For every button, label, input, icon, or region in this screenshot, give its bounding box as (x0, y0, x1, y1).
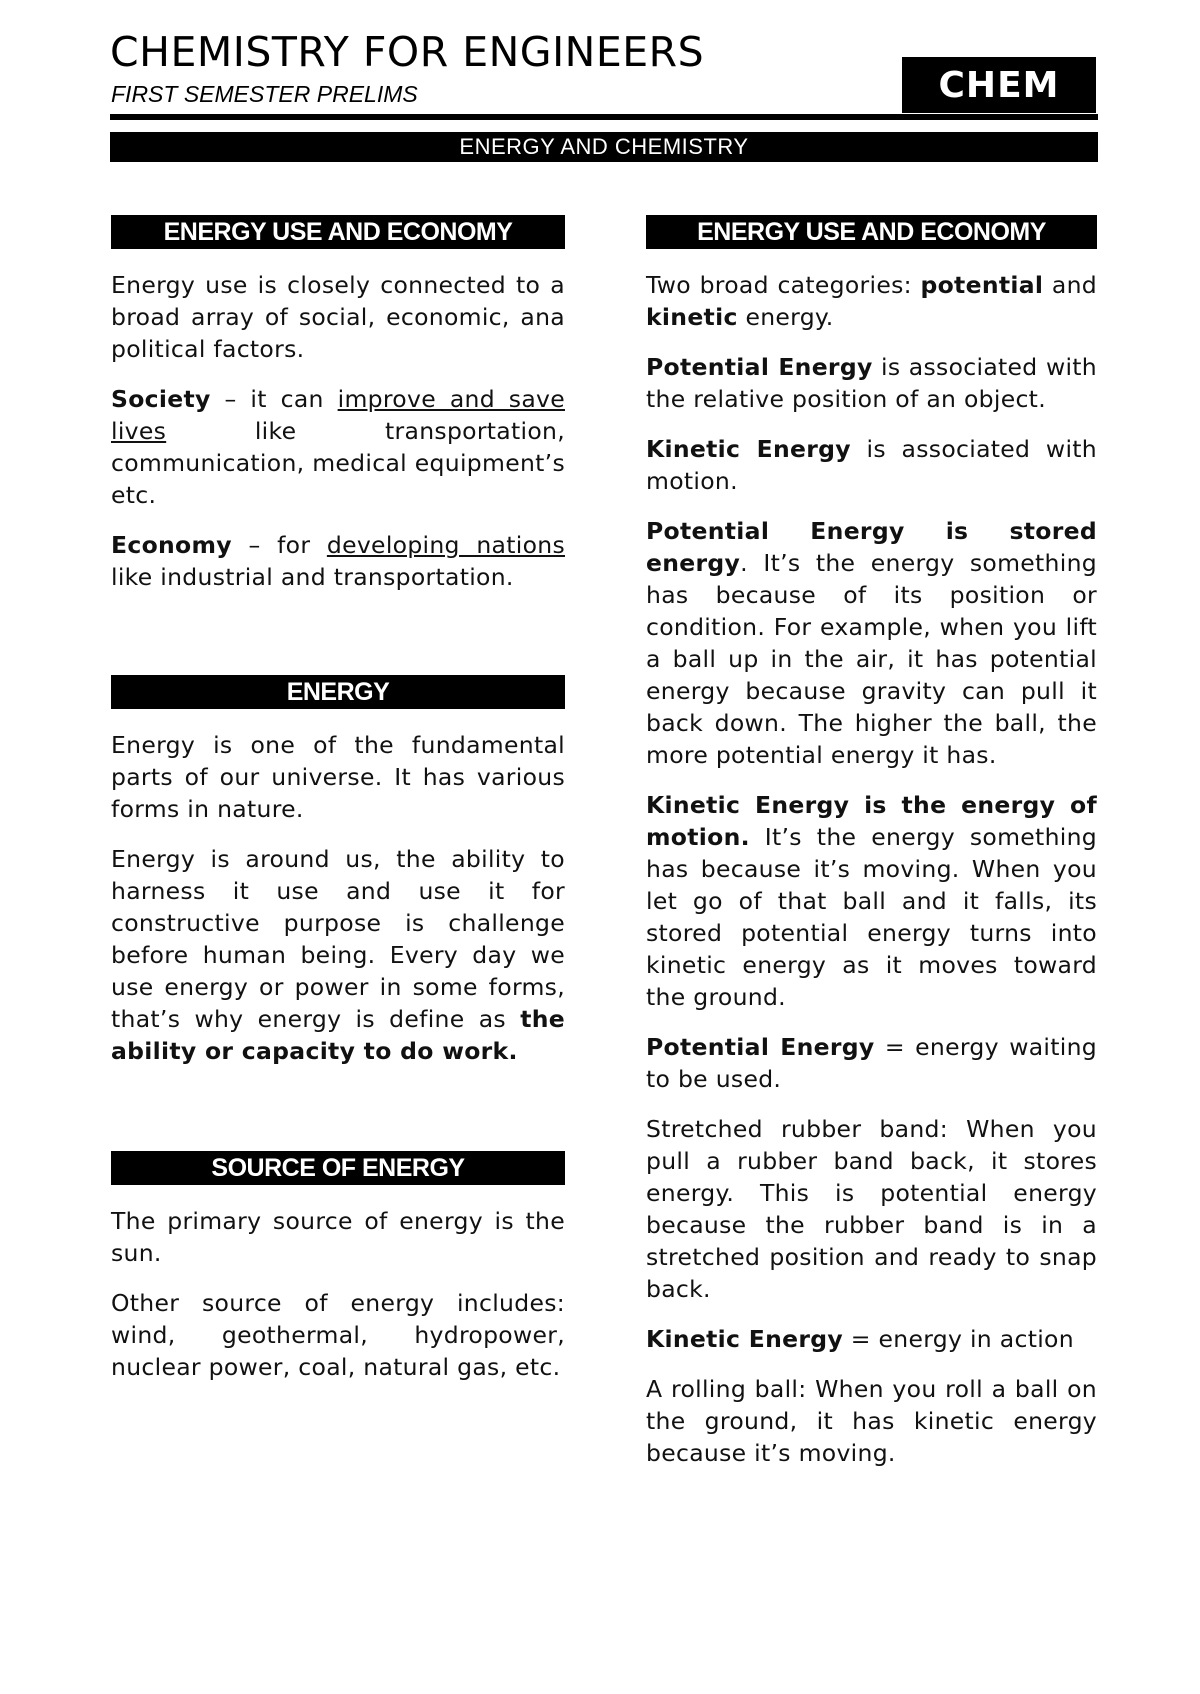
potential-stored-text: . It’s the energy something has because of its position or condition. For example, when you lift a ball up in the air, it has potential energy because gravity can pull it back down. The higher the ball, the more potential energy it has. (646, 549, 1097, 769)
paragraph-categories (646, 269, 1097, 333)
paragraph-intro: Energy use is closely connected to a broad array of social, economic, ana political factors. (111, 271, 565, 363)
energy-definition-text: Energy is around us, the ability to harness it use and use it for constructive purpose is challenge before human being. Every day we use energy or power in some forms, that’s why energy is define as (111, 845, 565, 1033)
paragraph-energy-fundamental: Energy is one of the fundamental parts of our universe. It has various forms in nature. (111, 731, 565, 823)
right-column (646, 215, 1097, 1487)
paragraph-other-sources: Other source of energy includes: wind, geothermal, hydropower, nuclear power, coal, natural gas, etc. (111, 1289, 565, 1381)
spacer (111, 611, 565, 675)
paragraph-potential-stored (646, 515, 1097, 771)
kinetic-definition-text: is associated with motion. (646, 435, 1097, 495)
paragraph-society (111, 383, 565, 511)
paragraph-kinetic-definition (646, 433, 1097, 497)
term-potential-stored: Potential Energy is stored energy (646, 517, 1097, 577)
term-potential-equation: Potential Energy (646, 1033, 875, 1061)
term-kinetic-motion: Kinetic Energy is the energy of motion. (646, 791, 1097, 851)
section-heading-energy-use-right: ENERGY USE AND ECONOMY (646, 215, 1097, 249)
categories-pre: Two broad categories: (646, 271, 921, 299)
paragraph-rolling-ball: A rolling ball: When you roll a ball on the ground, it has kinetic energy because it’s moving. (646, 1375, 1097, 1467)
categories-mid: and (1043, 271, 1097, 299)
kinetic-equation-text: = energy in action (843, 1325, 1074, 1353)
paragraph-potential-equation (646, 1031, 1097, 1095)
economy-post: like industrial and transportation. (111, 563, 514, 591)
society-post: like transportation, communication, medical equipment’s etc. (111, 417, 565, 509)
term-potential: potential (920, 271, 1044, 299)
society-pre: – it can (210, 385, 338, 413)
term-kinetic-equation: Kinetic Energy (646, 1325, 843, 1353)
term-society: Society (111, 385, 211, 413)
term-economy: Economy (111, 531, 232, 559)
spacer (111, 1085, 565, 1151)
paragraph-energy-definition (111, 843, 565, 1067)
energy-definition-bold: the ability or capacity to do work. (111, 1005, 565, 1065)
potential-equation-text: = energy waiting to be used. (646, 1033, 1097, 1093)
economy-pre: – for (231, 531, 327, 559)
paragraph-kinetic-motion (646, 789, 1097, 1013)
potential-definition-text: is associated with the relative position of an object. (646, 353, 1098, 413)
header-rule (110, 114, 1098, 120)
page-subtitle: FIRST SEMESTER PRELIMS (111, 81, 418, 107)
paragraph-primary-source: The primary source of energy is the sun. (111, 1207, 565, 1267)
section-heading-source: SOURCE OF ENERGY (111, 1151, 565, 1185)
society-underlined: improve and save lives (111, 385, 565, 445)
kinetic-motion-text: It’s the energy something has because it’s moving. When you let go of that ball and it falls, its stored potential energy turns into kinetic energy as it moves toward the ground. (646, 823, 1097, 1011)
section-heading-energy-use: ENERGY USE AND ECONOMY (111, 215, 565, 249)
topic-banner: ENERGY AND CHEMISTRY (110, 132, 1098, 162)
categories-post: energy. (737, 303, 834, 331)
page-title: CHEMISTRY FOR ENGINEERS (110, 28, 705, 76)
paragraph-economy (111, 529, 565, 593)
paragraph-potential-definition (646, 351, 1097, 415)
term-kinetic: kinetic (646, 303, 738, 331)
left-column (111, 215, 565, 1401)
section-heading-energy: ENERGY (111, 675, 565, 709)
term-potential-energy: Potential Energy (646, 353, 873, 381)
paragraph-kinetic-equation (646, 1323, 1097, 1355)
economy-underlined: developing nations (326, 531, 565, 559)
subject-badge: CHEM (902, 57, 1096, 113)
term-kinetic-energy: Kinetic Energy (646, 435, 851, 463)
paragraph-rubber-band: Stretched rubber band: When you pull a rubber band back, it stores energy. This is potential energy because the rubber band is in a stretched position and ready to snap back. (646, 1115, 1097, 1303)
